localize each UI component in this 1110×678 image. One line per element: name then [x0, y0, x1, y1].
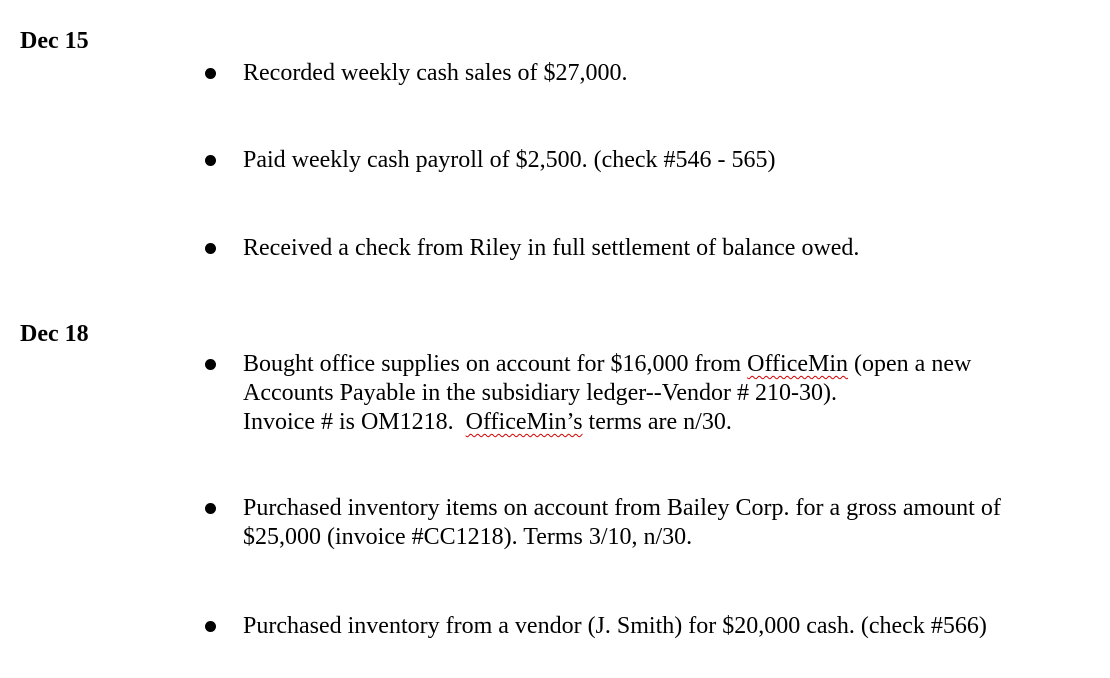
bullet-icon [205, 621, 216, 632]
item-text [243, 350, 1063, 437]
text-run: terms are n/30. [582, 409, 732, 435]
misspelled-word[interactable]: OfficeMin [747, 351, 849, 377]
text-run: (open a new [848, 351, 972, 377]
item-text [243, 494, 1063, 552]
bullet-icon [205, 243, 216, 254]
bullet-icon [205, 503, 216, 514]
date-heading: Dec 15 [20, 28, 89, 54]
bullet-icon [205, 359, 216, 370]
bullet-icon [205, 68, 216, 79]
text-run: Invoice # is OM1218. [243, 409, 466, 435]
item-text: Recorded weekly cash sales of $27,000. [243, 60, 628, 86]
item-text: Purchased inventory from a vendor (J. Smith) for $20,000 cash. (check #566) [243, 613, 987, 639]
item-line: Purchased inventory items on account from Bailey Corp. for a gross amount of [243, 495, 1001, 521]
item-line [243, 408, 1063, 437]
misspelled-word[interactable]: OfficeMin’s [465, 409, 583, 435]
item-line: Accounts Payable in the subsidiary ledger--Vendor # 210-30). [243, 380, 838, 406]
item-text: Paid weekly cash payroll of $2,500. (check #546 - 565) [243, 147, 776, 173]
date-heading: Dec 18 [20, 321, 89, 347]
item-line: $25,000 (invoice #CC1218). Terms 3/10, n/30. [243, 524, 693, 550]
item-text: Received a check from Riley in full settlement of balance owed. [243, 235, 860, 261]
text-run: Bought office supplies on account for $16,000 from [243, 351, 748, 377]
item-line [243, 350, 1063, 379]
bullet-icon [205, 155, 216, 166]
